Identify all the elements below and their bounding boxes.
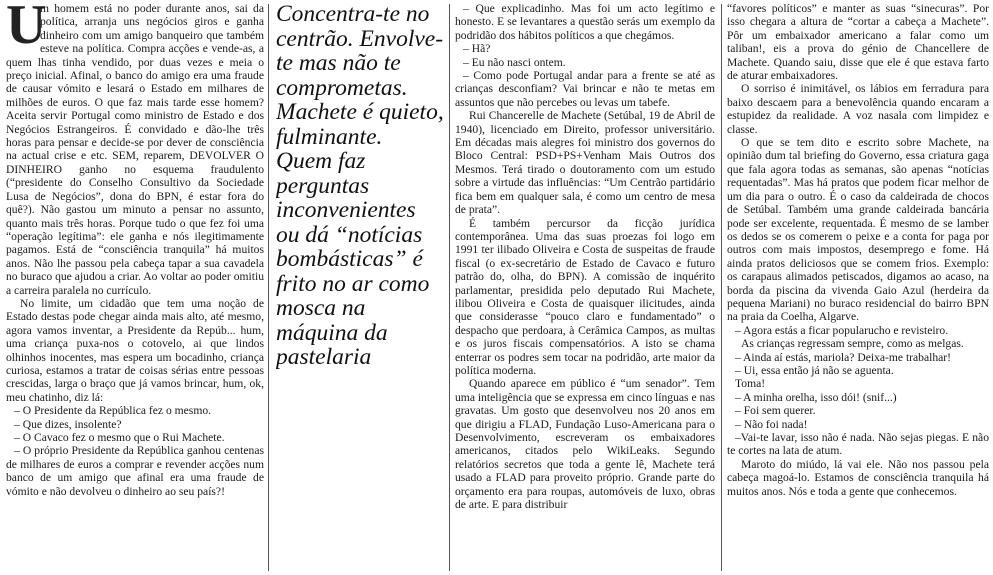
- continued-paragraph: “favores políticos” e manter as suas “sinecuras”. Por isso chegara a altura de “cortar a cabeça a Machete”. Pôr um embaixador americano a falar como um taliban!, eis a prova do génio de Chancellere de Machete. Quando saiu, disse que ele é que estava farto de aturar embaixadores.: [727, 2, 989, 83]
- column-divider: [721, 4, 722, 571]
- dialogue-line: – Ainda aí estás, mariola? Deixa-me trabalhar!: [735, 350, 952, 364]
- column-divider: [268, 4, 269, 571]
- pull-quote-text: Concentra-te no centrão. Envolve-te mas não te comprometas. Machete é quieto, fulminante. Quem faz perguntas inconvenientes ou dá “notícias bombásticas” é frito no ar como mosca na máquina da pastelaria: [276, 2, 444, 370]
- dialogue-line: – Foi sem querer.: [735, 404, 816, 418]
- dialogue-line: – O Cavaco fez o mesmo que o Rui Machete.: [14, 431, 225, 444]
- dialogue-line: – Não foi nada!: [735, 417, 808, 431]
- dialogue-line: Toma!: [735, 377, 766, 391]
- drop-cap: U: [6, 2, 47, 56]
- dialogue-line: – O Presidente da República fez o mesmo.: [14, 404, 212, 418]
- dialogue-line: – Agora estás a ficar popularucho e revisteiro.: [735, 323, 949, 337]
- article-column-4: [727, 2, 989, 573]
- article-column-1: [6, 2, 264, 573]
- dialogue-line: – Ui, essa então já não se aguenta.: [735, 363, 894, 377]
- dialogue-line: –Vai-te lavar, isso não é nada. Não sejas piegas. E não te cortes na lata de atum.: [727, 431, 989, 458]
- dialogue-line: – Hã?: [463, 42, 491, 56]
- dialogue-line: – Como pode Portugal andar para a frente se até as crianças desconfiam? Vai brincar e não te metas em assuntos que não percebes ou levas um tabefe.: [455, 69, 715, 109]
- article-column-3: [455, 2, 715, 573]
- body-paragraph: Maroto do miúdo, lá vai ele. Não nos passou pela cabeça magoá-lo. Estamos de consciência tranquila há muitos anos. Nós e toda a gente que conhecemos.: [727, 457, 989, 498]
- dialogue-line: – Que dizes, insolente?: [14, 417, 122, 431]
- column-divider: [449, 4, 450, 571]
- dialogue-line: – O próprio Presidente da República ganhou centenas de milhares de euros a comprar e revender acções num banco de um amigo que afinal era uma fraude de vómito e não devolveu o dinheiro ao seu país?!: [6, 444, 264, 498]
- body-paragraph: Quando aparece em público é “um senador”. Tem uma inteligência que se expressa em cinco línguas e nas gravatas. Um gosto que desenvolveu nos 20 anos em que dirigiu a FLAD, Fundação Luso-Americana para o Desenvolvimento, escreveram os embaixadores americanos, citados pelo WikiLeaks. Segundo relatórios secretos que toda a gente lê, Machete terá usado a FLAD para proveito próprio. Grande parte do orçamento era para roupas, automóveis de luxo, obras de arte. E para distribuir: [455, 377, 715, 512]
- body-paragraph: É também percursor da ficção jurídica contemporânea. Uma das suas proezas foi logo em 1991 ter ilibado Oliveira e Costa de suspeitas de fraude fiscal (o ex-secretário de Estado de Cavaco e futuro patrão do, olha, do BPN). A comissão de inquérito parlamentar, presidida pelo deputado Rui Machete, ilibou Oliveira e Costa de quaisquer ilicitudes, ainda que considerasse “pouco claro e fundamentado” o despacho que perdoara, à Cerâmica Campos, as multas e os juros fiscais compensatórios. A isto se chama enterrar os podres sem tocar na podridão, arte maior da política moderna.: [455, 216, 715, 377]
- body-paragraph: O sorriso é inimitável, os lábios em ferradura para baixo descaem para a benevolência quando encaram a estupidez da realidade. A voz nasala com limpidez e classe.: [727, 82, 989, 136]
- body-paragraph: Rui Chancerelle de Machete (Setúbal, 19 de Abril de 1940), licenciado em Direito, professor universitário. Em décadas mais alegres foi ministro dos governos do Bloco Central: PSD+PS+Venham Mais Outros dos Mesmos. Terá tirado o doutoramento com um estudo sobre a virtude das influências: “Um Centrão partidário fica bem em qualquer sala, é como um centro de mesa de prata”.: [455, 109, 715, 217]
- body-paragraph: As crianças regressam sempre, como as melgas.: [741, 337, 964, 351]
- opening-paragraph: [6, 2, 264, 297]
- body-paragraph: No limite, um cidadão que tem uma noção de Estado destas pode chegar ainda mais alto, até mesmo, agora vamos inventar, a Presidente da Repúb... hum, uma criança puxa-nos o cotovelo, ai que lindos olhinhos inocentes, mas espera um bocadinho, criança curiosa, estamos a tratar de coisas sérias entre pessoas crescidas, larga o braço que já vamos brincar, hum, ok, meu chatinho, diz lá:: [6, 296, 264, 404]
- dialogue-line: – Que explicadinho. Mas foi um acto legítimo e honesto. E se levantares a questão serás um exemplo da podridão dos hábitos políticos a que chegámos.: [455, 2, 715, 42]
- pull-quote: [276, 2, 444, 573]
- dialogue-line: – A minha orelha, isso dói! (snif...): [735, 390, 897, 404]
- opening-paragraph-text: m homem está no poder durante anos, sai da política, arranja uns negócios giros e ganha dinheiro com um amigo banqueiro que também esteve na política. Compra acções e vende-as, a quem lhas tinha vendido, por duas vezes e meia o preço inicial. Afinal, o banco do amigo era uma fraude de causar vómito e lesará o Estado em milhares de milhões de euros. O que faz mais tarde esse homem? Aceita servir Portugal como ministro de Estado e dos Negócios Estrangeiros. É convidado e dão-lhe três horas para pensar e decide-se por dever de consciência na actual crise e etc. SEM, reparem, DEVOLVER O DINHEIRO ganho no esquema fraudulento (“presidente do Conselho Consultivo da Sociedade Lusa de Negócios”, dona do BPN, é estar fora do quê?). Não gastou um minuto a pensar no assunto, quanto mais três horas. Porque tudo o que fez foi uma “operação legítima”: ele ganha e nós ilegitimamente pagamos. Está de “consciência tranquila” há muitos anos. Não lhe passou pela cabeça tapar a sua cavadela no buraco que ajudou a criar. Ao voltar ao poder omitiu a carreira paralela no currículo.: [6, 2, 264, 297]
- body-paragraph: O que se tem dito e escrito sobre Machete, na opinião dum tal briefing do Governo, essa criatura gaga que fala agora todas as semanas, são apenas “notícias requentadas”. Mas há pratos que podem ficar melhor de um dia para o outro. É o caso da caldeirada de chocos de Setúbal. Também uma grande caldeirada bancária pode ser excelente, requentada. É mesmo de se lamber os dedos se os comerem o peixe e a conta for paga por outros com mais impostos, desemprego e fome. Há ainda pratos deliciosos que se comem frios. Exemplo: os carapaus alimados petiscados, digamos ao acaso, na borda da piscina da vivenda Gaio Azul (herdeira da pequena Mariani) no buraco residencial do bairro BPN na praia da Coelha, Algarve.: [727, 136, 989, 324]
- dialogue-line: – Eu não nasci ontem.: [463, 55, 566, 69]
